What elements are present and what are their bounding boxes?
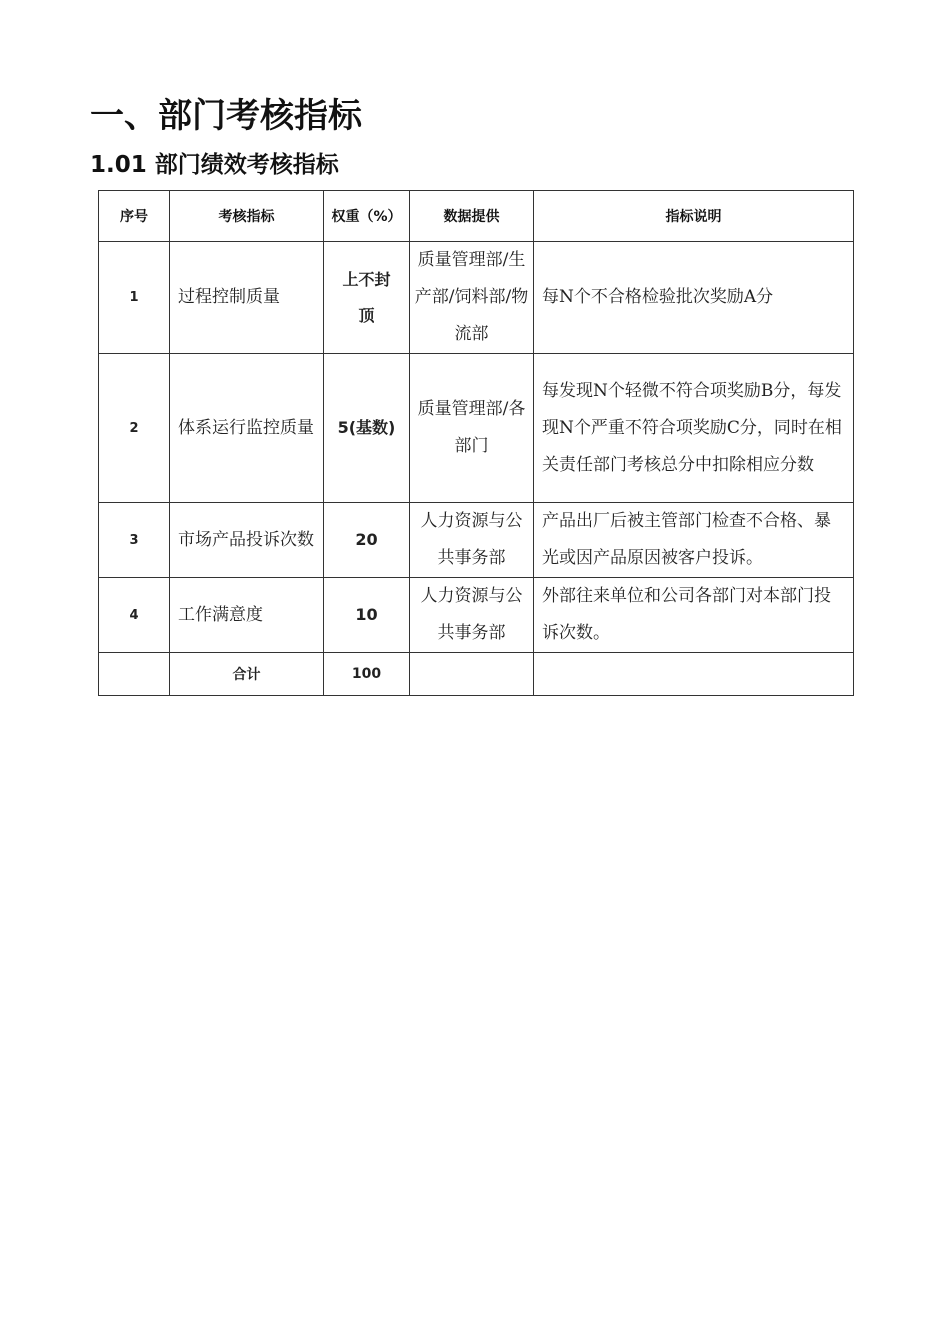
cell-description: 产品出厂后被主管部门检查不合格、暴光或因产品原因被客户投诉。 <box>534 503 854 578</box>
cell-total-label: 合计 <box>170 653 324 696</box>
cell-indicator: 过程控制质量 <box>170 242 324 354</box>
cell-description: 每发现N个轻微不符合项奖励B分，每发现N个严重不符合项奖励C分，同时在相关责任部门考核总分中扣除相应分数 <box>534 354 854 503</box>
cell-indicator: 工作满意度 <box>170 578 324 653</box>
cell-no: 4 <box>99 578 170 653</box>
cell-source: 人力资源与公共事务部 <box>410 578 534 653</box>
section-title: 1.01 部门绩效考核指标 <box>90 152 339 178</box>
cell-indicator: 体系运行监控质量 <box>170 354 324 503</box>
cell-indicator: 市场产品投诉次数 <box>170 503 324 578</box>
cell-source: 人力资源与公共事务部 <box>410 503 534 578</box>
cell-description: 每N个不合格检验批次奖励A分 <box>534 242 854 354</box>
table-total-row <box>99 653 854 696</box>
kpi-table <box>98 190 854 696</box>
header-description: 指标说明 <box>534 191 854 242</box>
cell-total-empty <box>99 653 170 696</box>
cell-no: 2 <box>99 354 170 503</box>
cell-no: 1 <box>99 242 170 354</box>
cell-weight: 20 <box>324 503 410 578</box>
header-indicator: 考核指标 <box>170 191 324 242</box>
cell-weight: 10 <box>324 578 410 653</box>
table-header-row <box>99 191 854 242</box>
cell-weight: 5(基数) <box>324 354 410 503</box>
cell-description: 外部往来单位和公司各部门对本部门投诉次数。 <box>534 578 854 653</box>
table-row <box>99 578 854 653</box>
cell-weight: 上不封顶 <box>324 242 410 354</box>
cell-total-empty <box>534 653 854 696</box>
header-weight: 权重（%） <box>324 191 410 242</box>
table-row <box>99 503 854 578</box>
cell-source: 质量管理部/各部门 <box>410 354 534 503</box>
cell-source: 质量管理部/生产部/饲料部/物流部 <box>410 242 534 354</box>
page-title: 一、部门考核指标 <box>90 96 362 136</box>
table-row <box>99 354 854 503</box>
header-source: 数据提供 <box>410 191 534 242</box>
cell-no: 3 <box>99 503 170 578</box>
table-row <box>99 242 854 354</box>
header-no: 序号 <box>99 191 170 242</box>
cell-total-weight: 100 <box>324 653 410 696</box>
cell-total-empty <box>410 653 534 696</box>
